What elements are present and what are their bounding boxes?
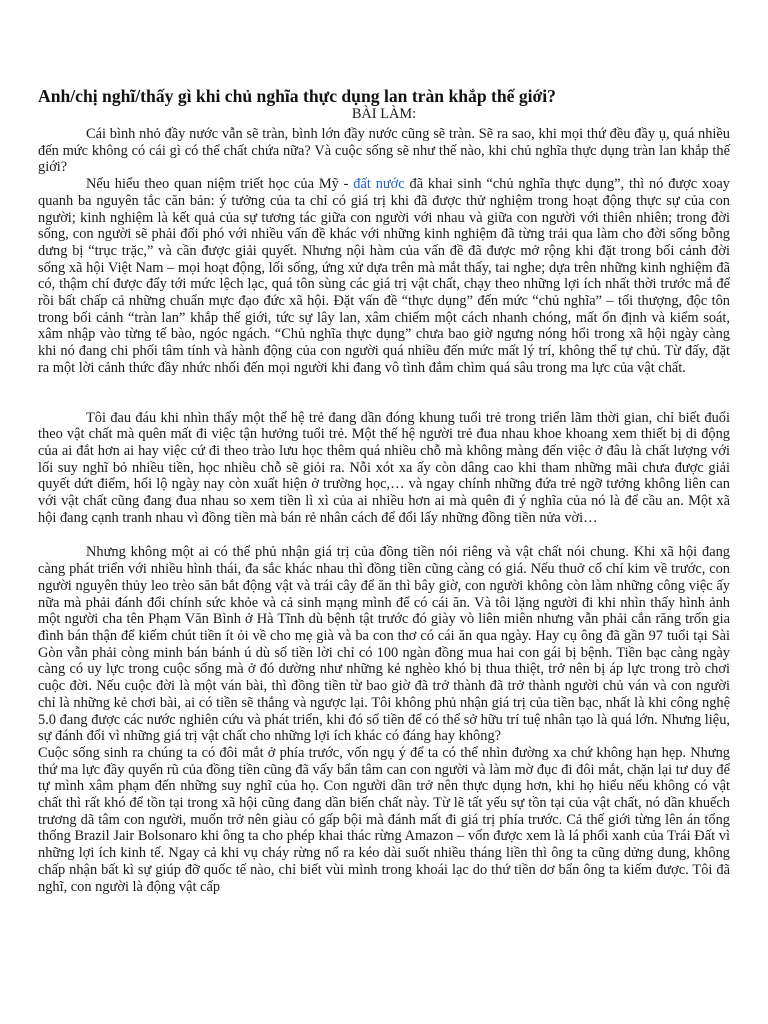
paragraph-youth: Tôi đau đáu khi nhìn thấy một thế hệ trẻ đang dần đóng khung tuổi trẻ trong triển lãm thời gian, chỉ biết đuổi theo vật chất mà quên mất đi việc tận hưởng tuổi trẻ. Một thế hệ người trẻ đua nhau khoe khoang xem thiết bị di động của ai đắt hơn ai hay việc cứ đi theo trào lưu học thêm quá nhiều chỗ mà không màng đến việc ở đâu là chất lượng với lối suy nghĩ bỏ nhiều tiền, học nhiều chỗ sẽ giỏi ra. Nỗi xót xa ấy còn dâng cao khi tham những mãi chưa được giải quyết dứt điểm, hối lộ ngày nay còn xuất hiện ở trường học,… và ngay chính những đứa trẻ ngỡ tưởng không liên can với vật chất cũng đang đua nhau so xem tiền lì xì của ai nhiều hơn ai mà quên đi ý nghĩa của nó là để cầu an. Một xã hội đang cạnh tranh nhau vì đồng tiền mà bán rẻ nhân cách để đổi lấy những đồng tiền nửa vời… — [38, 409, 730, 526]
paragraph-eyes: Cuộc sống sinh ra chúng ta có đôi mắt ở phía trước, vốn ngụ ý để ta có thể nhìn đường xa chứ không hạn hẹp. Nhưng thứ ma lực đầy quyến rũ của đồng tiền cũng đã vấy bẩn tâm can con người và làm mờ đục đi đôi mắt, chặn lại tư duy để tự mình xâm phạm đến những suy nghĩ của họ. Con người dần trở nên thực dụng hơn, khi họ hiểu nếu không có vật chất thì rất khó để tồn tại trong xã hội cũng đang dần biến chất này. Từ lẽ tất yếu sự tồn tại của vật chất, nó dần khuếch trương dã tâm con người, muốn trở nên giàu có gấp bội mà đánh mất đi giá trị phía trước. Cả thế giới từng lên án tổng thống Brazil Jair Bolsonaro khi ông ta cho phép khai thác rừng Amazon – vốn được xem là lá phổi xanh của Trái Đất vì những lợi ích kinh tế. Ngay cả khi vụ cháy rừng nổ ra kéo dài suốt nhiều tháng liền thì ông ta cũng dửng dung, không chấp nhận bất kì sự giúp đỡ quốc tế nào, chỉ biết vùi mình trong khoái lạc do thứ tiền dơ bẩn ông ta kiếm được. Tôi đã nghĩ, con người là động vật cấp — [38, 744, 730, 895]
paragraph-money-value: Nhưng không một ai có thể phủ nhận giá trị của đồng tiền nói riêng và vật chất nói chung. Khi xã hội đang càng phát triển với nhiều hình thái, đa sắc khác nhau thì đồng tiền cũng càng có giá. Nếu thuở cổ chí kim về trước, con người nguyên thủy leo trèo săn bắt động vật và trái cây để ăn thì bây giờ, con người không còn làm những công việc ấy nữa mà phải đánh đổi chính sức khỏe và cả sinh mạng mình để có cái ăn. Và tôi lặng người đi khi nhìn thấy hình ảnh một người cha tên Phạm Văn Bình ở Hà Tĩnh dù bệnh tật trước đó giày vò liên miên nhưng vẫn phải cắn răng trốn gia đình bán thận để kiếm chút tiền ít ỏi về cho mẹ già và ba con thơ có cái ăn qua ngày. Hay cụ ông đã gần 97 tuổi tại Sài Gòn vẫn phải còng minh bán bánh ú dù số tiền lời chỉ có 100 ngàn đồng mua hai con gái bị bệnh. Tiền bạc càng ngày càng có uy lực trong cuộc sống mà ở đó dường như những kẻ nghèo khó bị thua thiệt, trở nên bị áp lực trong trò chơi cuộc đời. Nếu cuộc đời là một ván bài, thì đồng tiền từ bao giờ đã trở thành đã trở thành người chủ ván và con người chỉ là những kẻ chơi bài, ai có tiền sẽ thắng và ngược lại. Tôi không phủ nhận giá trị của tiền bạc, nhất là khi công nghệ 5.0 đang được các nước nghiên cứu và phát triển, khi đó số tiền để có thể sở hữu trí tuệ nhân tạo là quá lớn. Nhưng liệu, sự đánh đổi vì những giá trị vật chất cho những lợi ích khác có đáng hay không? — [38, 544, 730, 745]
paragraph-definition-start: Nếu hiểu theo quan niệm triết học của Mỹ - — [86, 176, 354, 193]
paragraph-definition — [38, 176, 730, 376]
paragraph-spacer — [38, 377, 730, 410]
country-link[interactable]: đất nước — [353, 176, 405, 193]
essay-title: Anh/chị nghĩ/thấy gì khi chủ nghĩa thực dụng lan tràn khắp thế giới? — [38, 86, 556, 106]
essay-subtitle: BÀI LÀM: — [351, 106, 417, 122]
paragraph-definition-rest: đã khai sinh “chủ nghĩa thực dụng”, thì nó được xoay quanh ba nguyên tắc căn bản: ý tưởng của ta chỉ có giá trị khi đã được thử nghiệm trong hoạt động thực sự của con người; kinh nghiệm là kết quả của sự tương tác giữa con người với nhau và giữa con người với thiên nhiên; trong đời sống, con người sẽ phải đối phó với nhiều vấn đề khác với những kinh nghiệm đã từng trải qua làm cho đời sống bỗng dưng bị “trục trặc,” và cần được giải quyết. Nhưng nội hàm của vấn đề đã được mở rộng khi đặt trong bối cảnh đời sống xã hội Việt Nam – mọi hoạt động, lối sống, ứng xử dựa trên mà mắt thấy, tai nghe; dựa trên những kinh nghiệm đã có, thậm chí được đẩy tới mức lệch lạc, quá tôn sùng các giá trị vật chất, chạy theo những lợi ích nhất thời trước mắ để rồi bất chấp cả những chuẩn mực đạo đức xã hội. Đặt vấn đề “thực dụng” đến mức “chủ nghĩa” – tối thượng, độc tôn trong bối cảnh “tràn lan” khắp thế giới, tức sự lây lan, xâm chiếm một cách nhanh chóng, mất ổn định và kiểm soát, xâm nhập vào từng tế bào, ngóc ngách. “Chủ nghĩa thực dụng” chưa bao giờ ngưng nóng hổi trong xã hội ngày càng khi nó đang chi phối tâm tính và hành động của con người quá nhiều đến mức mất lý trí, không thể tự chủ. Từ đấy, đặt ra một lời cảnh thức đầy nhức nhối đến mọi người khi đang vô tình đắm chìm quá sâu trong ma lực của vật chất. — [38, 176, 730, 376]
paragraph-intro: Cái bình nhỏ đầy nước vẫn sẽ tràn, bình lớn đầy nước cũng sẽ tràn. Sẽ ra sao, khi mọi thứ đều đầy ụ, quá nhiều đến mức không có cái gì có thể chất chứa nữa? Và cuộc sống sẽ như thế nào, khi chủ nghĩa thực dụng tràn lan khắp thế giới? — [38, 126, 730, 176]
paragraph-spacer — [38, 526, 730, 544]
